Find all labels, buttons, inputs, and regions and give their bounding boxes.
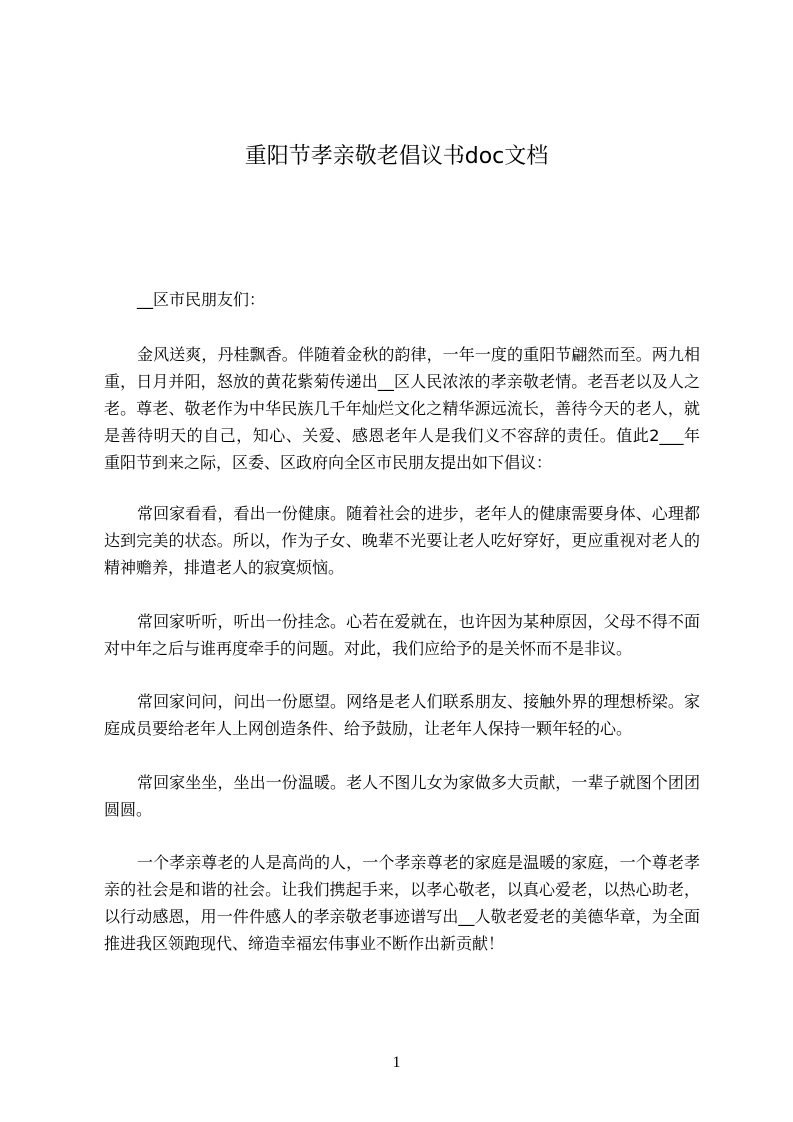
paragraph-visit-health [104,500,700,581]
paragraph-conclusion [104,849,700,957]
text-line: 常回家听听，听出一份挂念。心若在爱就在，也许因为某种原因，父母不得不面 [137,612,700,631]
text-line: 金风送爽，丹桂飘香。伴随着金秋的韵律，一年一度的重阳节翩然而至。两九相 [137,345,700,364]
text-line: 圆圆。 [104,800,153,819]
text-line: 常回家问问，问出一份愿望。网络是老人们联系朋友、接触外界的理想桥梁。家 [137,692,700,711]
text-line: 精神赡养，排遣老人的寂寞烦恼。 [104,558,345,577]
salutation-text: __区市民朋友们： [137,290,266,309]
paragraph-intro [104,341,700,476]
text-line: 以行动感恩，用一件件感人的孝亲敬老事迹谱写出__人敬老爱老的美德华章，为全面 [104,907,700,926]
text-line: 重，日月并阳，怒放的黄花紫菊传递出__区人民浓浓的孝亲敬老情。老吾老以及人之 [104,372,700,391]
text-line: 重阳节到来之际，区委、区政府向全区市民朋友提出如下倡议： [104,453,553,472]
text-line: 亲的社会是和谐的社会。让我们携起手来，以孝心敬老，以真心爱老，以热心助老， [104,880,700,899]
paragraph-sit [104,769,700,823]
text-line: 对中年之后与谁再度牵手的问题。对此，我们应给予的是关怀而不是非议。 [104,639,633,658]
text-line: 老。尊老、敬老作为中华民族几千年灿烂文化之精华源远流长，善待今天的老人，就 [104,399,700,418]
text-line: 庭成员要给老年人上网创造条件、给予鼓励，让老年人保持一颗年轻的心。 [104,719,633,738]
page-number: 1 [392,1054,401,1071]
paragraph-ask [104,688,700,742]
document-title: 重阳节孝亲敬老倡议书doc文档 [244,144,549,169]
text-line: 推进我区领跑现代、缔造幸福宏伟事业不断作出新贡献！ [104,934,505,953]
text-line: 是善待明天的自己，知心、关爱、感恩老年人是我们义不容辞的责任。值此2___年 [104,426,700,445]
text-line: 达到完美的状态。所以，作为子女、晚辈不光要让老人吃好穿好，更应重视对老人的 [104,531,700,550]
paragraph-listen [104,608,700,662]
salutation [104,286,700,313]
text-line: 常回家看看，看出一份健康。随着社会的进步，老年人的健康需要身体、心理都 [137,504,700,523]
text-line: 一个孝亲尊老的人是高尚的人，一个孝亲尊老的家庭是温暖的家庭，一个尊老孝 [137,853,700,872]
text-line: 常回家坐坐，坐出一份温暖。老人不图儿女为家做多大贡献，一辈子就图个团团 [137,773,700,792]
